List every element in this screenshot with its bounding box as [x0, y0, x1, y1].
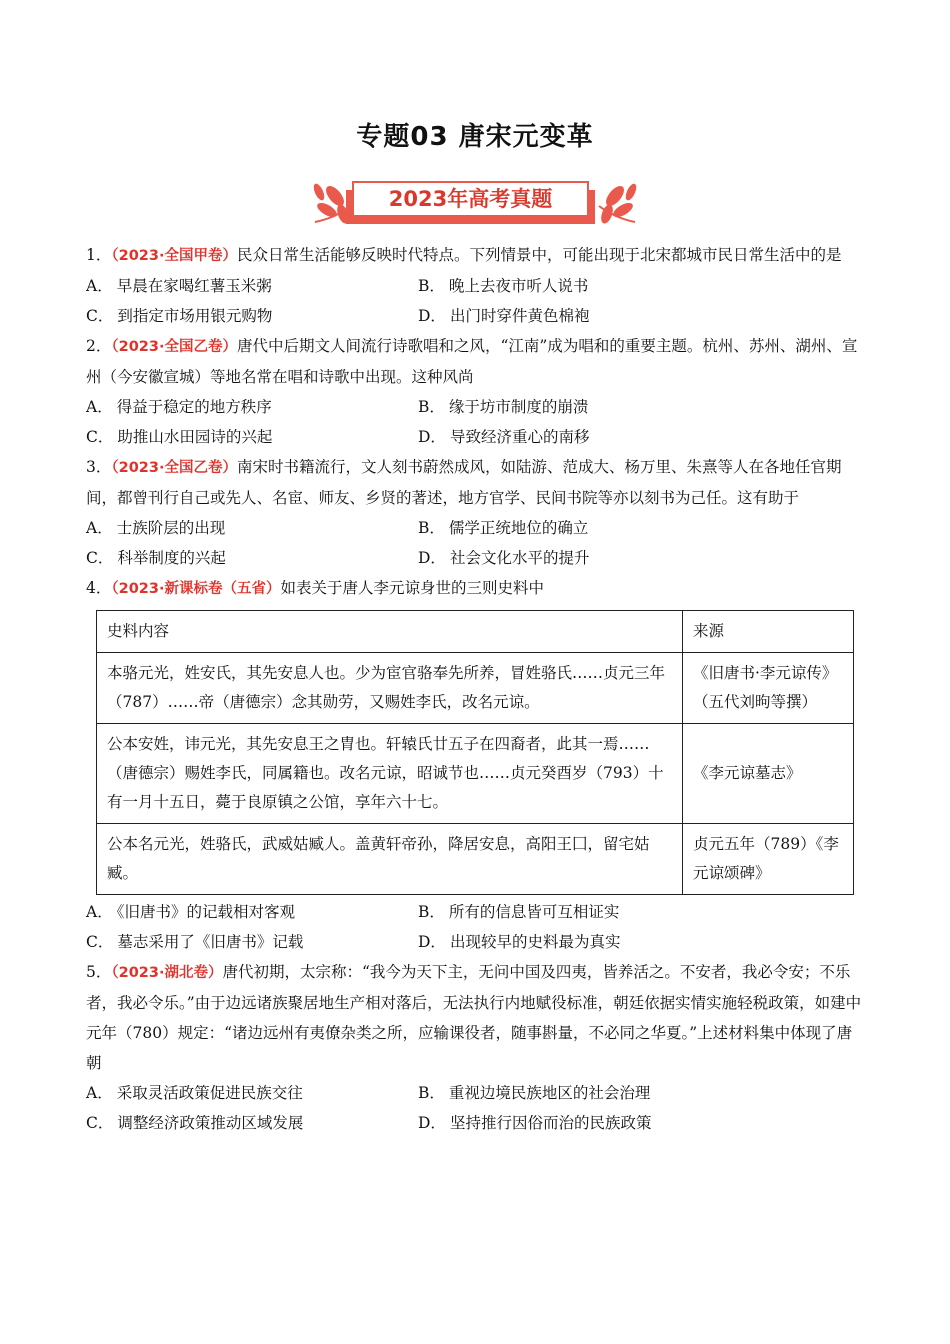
question-2 [86, 331, 866, 452]
source-table [96, 610, 854, 895]
option-c[interactable]: C． 到指定市场用银元购物 [86, 307, 273, 325]
question-4 [86, 573, 866, 957]
option-d[interactable]: D． 导致经济重心的南移 [418, 428, 590, 446]
table-cell-source: 《李元谅墓志》 [683, 724, 854, 824]
source-tag: （2023·全国甲卷） [111, 248, 237, 264]
table-header-row [97, 611, 854, 653]
question-1 [86, 240, 866, 331]
option-d[interactable]: D． 社会文化水平的提升 [418, 549, 590, 567]
table-cell-source: 贞元五年（789）《李元谅颂碑》 [683, 824, 854, 895]
option-c[interactable]: C． 墓志采用了《旧唐书》记载 [86, 933, 304, 951]
banner-label: 2023年高考真题 [352, 181, 589, 217]
table-header-content: 史料内容 [97, 611, 683, 653]
question-3 [86, 452, 866, 573]
source-tag: （2023·全国乙卷） [111, 460, 237, 476]
source-tag: （2023·湖北卷） [111, 965, 223, 981]
question-stem: 唐代初期，太宗称：“我今为天下主，无问中国及四夷，皆养活之。不安者，我必令安；不乐者，我必令乐。”由于边远诸族聚居地生产相对落后，无法执行内地赋役标准，朝廷依据实情实施轻税政策，如建中元年（780）规定：“诸边远州有夷僚杂类之所，应输课役者，随事斟量，不必同之华夏。”上述材料集中体现了唐朝 [86, 963, 862, 1072]
options [86, 392, 866, 452]
option-b[interactable]: B． 重视边境民族地区的社会治理 [418, 1084, 651, 1102]
options [86, 271, 866, 331]
option-a[interactable]: A． 士族阶层的出现 [86, 519, 226, 537]
option-c[interactable]: C． 助推山水田园诗的兴起 [86, 428, 273, 446]
question-number: 3． [86, 458, 112, 476]
option-d[interactable]: D． 出门时穿件黄色棉袍 [418, 307, 590, 325]
option-a[interactable]: A． 得益于稳定的地方秩序 [86, 398, 272, 416]
option-c[interactable]: C． 科举制度的兴起 [86, 549, 226, 567]
option-a[interactable]: A． 《旧唐书》的记载相对客观 [86, 903, 295, 921]
option-d[interactable]: D． 坚持推行因俗而治的民族政策 [418, 1114, 652, 1132]
option-b[interactable]: B． 所有的信息皆可互相证实 [418, 903, 620, 921]
source-tag: （2023·全国乙卷） [111, 339, 237, 355]
option-a[interactable]: A． 早晨在家喝红薯玉米粥 [86, 277, 272, 295]
question-number: 2． [86, 337, 112, 355]
option-a[interactable]: A． 采取灵活政策促进民族交往 [86, 1084, 303, 1102]
section-banner [0, 178, 950, 232]
question-number: 4． [86, 579, 112, 597]
question-5 [86, 957, 866, 1138]
table-cell-content: 本骆元光，姓安氏，其先安息人也。少为宦官骆奉先所养，冒姓骆氏……贞元三年（787）……帝（唐德宗）念其勋劳，又赐姓李氏，改名元谅。 [97, 653, 683, 724]
option-b[interactable]: B． 晚上去夜市听人说书 [418, 277, 589, 295]
table-row [97, 824, 854, 895]
question-number: 1． [86, 246, 112, 264]
question-list [86, 240, 866, 1138]
question-stem: 唐代中后期文人间流行诗歌唱和之风，“江南”成为唱和的重要主题。杭州、苏州、湖州、宣州（今安徽宣城）等地名常在唱和诗歌中出现。这种风尚 [86, 337, 858, 386]
question-stem: 南宋时书籍流行，文人刻书蔚然成风，如陆游、范成大、杨万里、朱熹等人在各地任官期间，都曾刊行自己或先人、名宦、师友、乡贤的著述，地方官学、民间书院等亦以刻书为己任。这有助于 [86, 458, 842, 507]
options [86, 1078, 866, 1138]
options [86, 897, 866, 957]
question-stem: 民众日常生活能够反映时代特点。下列情景中，可能出现于北宋都城市民日常生活中的是 [237, 246, 842, 264]
page-title: 专题03 唐宋元变革 [356, 122, 594, 152]
option-b[interactable]: B． 缘于坊市制度的崩溃 [418, 398, 589, 416]
table-cell-content: 公本安姓，讳元光，其先安息王之胄也。轩辕氏廿五子在四裔者，此其一焉……（唐德宗）赐姓李氏，同属籍也。改名元谅，昭诚节也……贞元癸酉岁（793）十有一月十五日，薨于良原镇之公馆，享年六十七。 [97, 724, 683, 824]
table-cell-content: 公本名元光，姓骆氏，武威姑臧人。盖黄轩帝孙，降居安息，高阳王囗，留宅姑臧。 [97, 824, 683, 895]
options [86, 513, 866, 573]
option-b[interactable]: B． 儒学正统地位的确立 [418, 519, 589, 537]
source-tag: （2023·新课标卷（五省） [111, 581, 281, 597]
table-row [97, 653, 854, 724]
question-number: 5． [86, 963, 112, 981]
table-header-source: 来源 [683, 611, 854, 653]
table-cell-source: 《旧唐书·李元谅传》（五代刘昫等撰） [683, 653, 854, 724]
option-c[interactable]: C． 调整经济政策推动区域发展 [86, 1114, 304, 1132]
option-d[interactable]: D． 出现较早的史料最为真实 [418, 933, 621, 951]
table-row [97, 724, 854, 824]
question-stem: 如表关于唐人李元谅身世的三则史料中 [280, 579, 545, 597]
